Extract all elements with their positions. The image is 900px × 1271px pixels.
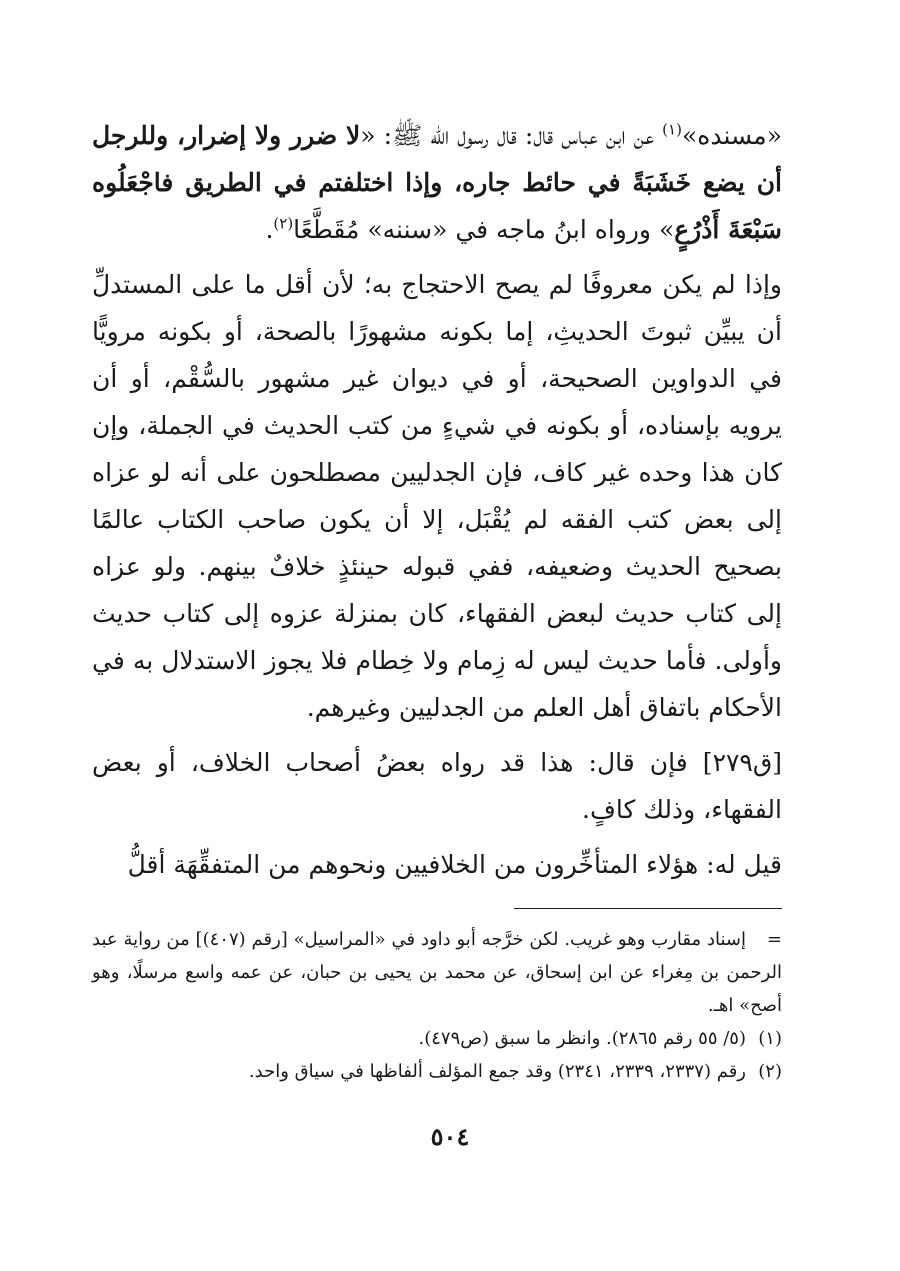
hadith-intro: عن ابن عباس قال: قال رسول الله ﷺ: « [360, 121, 663, 150]
footnote-2-text: رقم (٢٣٣٧، ٢٣٣٩، ٢٣٤١) وقد جمع المؤلف ألفاظها في سياق واحد. [248, 1061, 746, 1082]
footnote-2 [92, 1055, 782, 1088]
hadith-source: » ورواه ابنُ ماجه في «سننه» مُقَطَّعًا [293, 215, 675, 244]
main-text [92, 112, 782, 888]
manuscript-ref: [ق٢٧٩] [687, 748, 783, 777]
footnote-ref-2[interactable]: (٢) [273, 214, 294, 233]
footnote-1-text: (٥/ ٥٥ رقم ٢٨٦٥). وانظر ما سبق (ص٤٧٩). [418, 1028, 746, 1049]
page-number: ٥٠٤ [430, 1122, 470, 1151]
footnote-1-mark: (١) [758, 1028, 782, 1049]
continuation-text: إسناد مقارب وهو غريب. لكن خرَّجه أبو داود في «المراسيل» [رقم (٤٠٧)] من رواية عبد الرحمن بن مِغراء عن ابن إسحاق، عن محمد بن يحيى بن حبان، عن عمه واسع مرسلًا، وهو أصح» اهـ. [92, 929, 782, 1016]
paragraph-hadith [92, 112, 782, 253]
paragraph-argument: وإذا لم يكن معروفًا لم يصح الاحتجاج به؛ لأن أقل ما على المستدلِّ أن يبيِّن ثبوتَ الحديثِ، إما بكونه مشهورًا بالصحة، أو بكونه مرويًّا في الدواوين الصحيحة، أو في ديوان غير مشهور بالسُّقْم، أو أن يرويه بإسناده، أو بكونه في شيءٍ من كتب الحديث في الجملة، وإن كان هذا وحده غير كاف، فإن الجدليين مصطلحون على أنه لو عزاه إلى بعض كتب الفقه لم يُقْبَل، إلا أن يكون صاحب الكتاب عالمًا بصحيح الحديث وضعيفه، ففي قبوله حينئذٍ خلافٌ بينهم. ولو عزاه إلى كتاب حديث لبعض الفقهاء، كان بمنزلة عزوه إلى كتاب حديث وأولى. فأما حديث ليس له زِمام ولا خِطام فلا يجوز الاستدلال به في الأحكام باتفاق أهل العلم من الجدليين وغيرهم. [92, 270, 782, 722]
paragraph-reply: قيل له: هؤلاء المتأخِّرون من الخلافيين ونحوهم من المتفقِّهَة أقلُّ [127, 850, 782, 879]
objection-text: فإن قال: هذا قد رواه بعضُ أصحاب الخلاف، أو بعض الفقهاء، وذلك كافٍ. [92, 748, 782, 824]
footnotes [92, 908, 782, 1088]
footnote-2-mark: (٢) [758, 1061, 782, 1082]
hadith-text: لا ضرر ولا إضرار، وللرجل أن يضع خَشَبَةً في حائط جاره، وإذا اختلفتم في الطريق فاجْعَلُوه سَبْعَةَ أَذْرُعٍ [92, 121, 782, 244]
footnote-ref-1[interactable]: (١) [662, 120, 682, 139]
footnote-1 [92, 1022, 782, 1055]
hadith-end: . [265, 215, 274, 244]
source-name: «مسنده» [681, 121, 782, 150]
paragraph-objection [92, 739, 782, 833]
footnote-divider [514, 908, 782, 909]
continuation-mark: = [766, 929, 782, 950]
footnote-continuation [92, 923, 782, 1022]
